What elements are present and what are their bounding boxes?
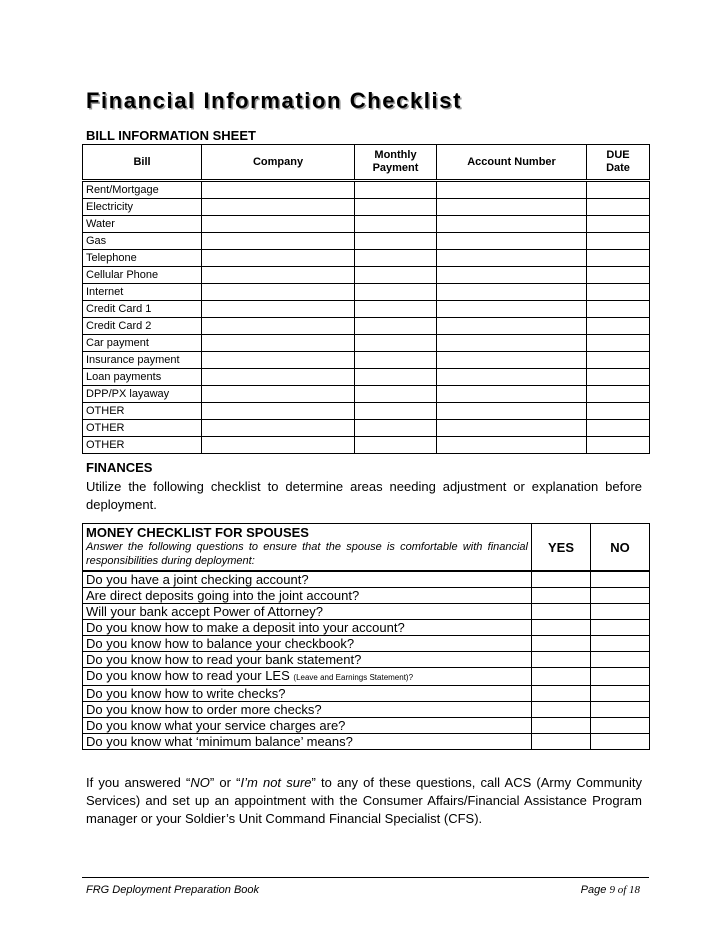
bill-name-cell: Credit Card 2 <box>83 318 202 335</box>
yes-answer-cell[interactable] <box>532 604 591 620</box>
footer-page-number: Page 9 of 18 <box>580 884 640 896</box>
bill-information-table <box>82 144 650 454</box>
account-number-cell[interactable] <box>437 437 587 454</box>
account-number-cell[interactable] <box>437 335 587 352</box>
due-date-cell[interactable] <box>587 199 650 216</box>
yes-answer-cell[interactable] <box>532 588 591 604</box>
due-date-cell[interactable] <box>587 301 650 318</box>
no-answer-cell[interactable] <box>591 734 650 750</box>
bill-name-cell: Cellular Phone <box>83 267 202 284</box>
checklist-question: Do you know how to read your bank statement? <box>83 652 532 668</box>
monthly-payment-cell[interactable] <box>355 403 437 420</box>
account-number-cell[interactable] <box>437 369 587 386</box>
company-cell[interactable] <box>202 386 355 403</box>
checklist-question-row <box>83 686 650 702</box>
bill-name-cell: Insurance payment <box>83 352 202 369</box>
checklist-question-row <box>83 718 650 734</box>
checklist-question: Do you know how to order more checks? <box>83 702 532 718</box>
monthly-payment-cell[interactable] <box>355 267 437 284</box>
monthly-payment-cell[interactable] <box>355 318 437 335</box>
due-date-cell[interactable] <box>587 267 650 284</box>
due-date-cell[interactable] <box>587 181 650 199</box>
account-number-cell[interactable] <box>437 216 587 233</box>
page-title: Financial Information Checklist <box>86 88 462 113</box>
due-date-cell[interactable] <box>587 403 650 420</box>
yes-answer-cell[interactable] <box>532 702 591 718</box>
no-answer-cell[interactable] <box>591 571 650 588</box>
bill-name-cell: OTHER <box>83 403 202 420</box>
monthly-payment-cell[interactable] <box>355 369 437 386</box>
monthly-payment-cell[interactable] <box>355 335 437 352</box>
checklist-question-row <box>83 652 650 668</box>
no-answer-cell[interactable] <box>591 588 650 604</box>
no-answer-cell[interactable] <box>591 604 650 620</box>
checklist-question-row <box>83 636 650 652</box>
account-number-cell[interactable] <box>437 181 587 199</box>
monthly-payment-cell[interactable] <box>355 420 437 437</box>
bill-row <box>83 233 650 250</box>
account-number-cell[interactable] <box>437 301 587 318</box>
due-date-cell[interactable] <box>587 250 650 267</box>
monthly-payment-cell[interactable] <box>355 199 437 216</box>
bill-row <box>83 250 650 267</box>
account-number-cell[interactable] <box>437 199 587 216</box>
account-number-cell[interactable] <box>437 352 587 369</box>
company-cell[interactable] <box>202 284 355 301</box>
bill-name-cell: Rent/Mortgage <box>83 181 202 199</box>
monthly-payment-cell[interactable] <box>355 181 437 199</box>
bill-name-cell: Car payment <box>83 335 202 352</box>
no-answer-cell[interactable] <box>591 636 650 652</box>
bill-sheet-heading: BILL INFORMATION SHEET <box>86 128 256 143</box>
checklist-question-row <box>83 571 650 588</box>
bill-name-cell: Internet <box>83 284 202 301</box>
no-answer-cell[interactable] <box>591 668 650 686</box>
bill-row <box>83 181 650 199</box>
col-header-account-number: Account Number <box>437 145 587 181</box>
bill-row <box>83 284 650 301</box>
bill-name-cell: OTHER <box>83 420 202 437</box>
company-cell[interactable] <box>202 369 355 386</box>
money-checklist-header <box>83 524 650 572</box>
company-cell[interactable] <box>202 301 355 318</box>
col-header-company: Company <box>202 145 355 181</box>
money-checklist-subtitle: Answer the following questions to ensure that the spouse is comfortable with financial responsibilities during deployment: <box>86 541 528 567</box>
yes-answer-cell[interactable] <box>532 718 591 734</box>
bill-row <box>83 216 650 233</box>
account-number-cell[interactable] <box>437 284 587 301</box>
col-header-bill: Bill <box>83 145 202 181</box>
footer-divider <box>82 877 649 878</box>
col-header-monthly-payment: Monthly Payment <box>355 145 437 181</box>
bill-name-cell: Gas <box>83 233 202 250</box>
due-date-cell[interactable] <box>587 420 650 437</box>
monthly-payment-cell[interactable] <box>355 352 437 369</box>
account-number-cell[interactable] <box>437 403 587 420</box>
account-number-cell[interactable] <box>437 233 587 250</box>
yes-answer-cell[interactable] <box>532 620 591 636</box>
bill-name-cell: DPP/PX layaway <box>83 386 202 403</box>
no-answer-cell[interactable] <box>591 652 650 668</box>
due-date-cell[interactable] <box>587 352 650 369</box>
bill-row <box>83 301 650 318</box>
account-number-cell[interactable] <box>437 250 587 267</box>
no-answer-cell[interactable] <box>591 686 650 702</box>
account-number-cell[interactable] <box>437 267 587 284</box>
money-checklist-title-cell <box>83 524 532 572</box>
no-answer-cell[interactable] <box>591 718 650 734</box>
money-checklist-title: MONEY CHECKLIST FOR SPOUSES <box>86 525 309 540</box>
account-number-cell[interactable] <box>437 420 587 437</box>
money-checklist-table <box>82 523 650 750</box>
bill-name-cell: Loan payments <box>83 369 202 386</box>
no-column-header: NO <box>591 524 650 572</box>
bill-table-header <box>83 145 650 181</box>
checklist-question: Do you know how to balance your checkbook? <box>83 636 532 652</box>
company-cell[interactable] <box>202 199 355 216</box>
bill-name-cell: Telephone <box>83 250 202 267</box>
checklist-question: Do you know how to make a deposit into your account? <box>83 620 532 636</box>
due-date-cell[interactable] <box>587 369 650 386</box>
company-cell[interactable] <box>202 437 355 454</box>
bill-row <box>83 199 650 216</box>
monthly-payment-cell[interactable] <box>355 301 437 318</box>
checklist-question: Are direct deposits going into the joint account? <box>83 588 532 604</box>
monthly-payment-cell[interactable] <box>355 250 437 267</box>
account-number-cell[interactable] <box>437 318 587 335</box>
col-header-due-date: DUE Date <box>587 145 650 181</box>
checklist-question-row <box>83 604 650 620</box>
yes-answer-cell[interactable] <box>532 571 591 588</box>
checklist-question-row <box>83 620 650 636</box>
account-number-cell[interactable] <box>437 386 587 403</box>
bill-row <box>83 267 650 284</box>
company-cell[interactable] <box>202 233 355 250</box>
no-answer-cell[interactable] <box>591 620 650 636</box>
yes-answer-cell[interactable] <box>532 668 591 686</box>
monthly-payment-cell[interactable] <box>355 233 437 250</box>
bill-row <box>83 437 650 454</box>
due-date-cell[interactable] <box>587 386 650 403</box>
checklist-question: Do you know what your service charges are? <box>83 718 532 734</box>
finances-heading: FINANCES <box>86 460 153 475</box>
company-cell[interactable] <box>202 420 355 437</box>
due-date-cell[interactable] <box>587 284 650 301</box>
checklist-question-row <box>83 702 650 718</box>
company-cell[interactable] <box>202 216 355 233</box>
company-cell[interactable] <box>202 181 355 199</box>
checklist-question: Do you know what ‘minimum balance’ means? <box>83 734 532 750</box>
monthly-payment-cell[interactable] <box>355 437 437 454</box>
yes-answer-cell[interactable] <box>532 636 591 652</box>
checklist-question: Do you know how to write checks? <box>83 686 532 702</box>
closing-paragraph: If you answered “NO” or “I’m not sure” to any of these questions, call ACS (Army Community Services) and set up an appointment with the Consumer Affairs/Financial Assistance Program manager or your Soldier’s Unit Command Financial Specialist (CFS). <box>86 775 642 826</box>
monthly-payment-cell[interactable] <box>355 284 437 301</box>
monthly-payment-cell[interactable] <box>355 386 437 403</box>
due-date-cell[interactable] <box>587 318 650 335</box>
finances-intro: Utilize the following checklist to determine areas needing adjustment or explanation before deployment. <box>86 479 642 512</box>
yes-answer-cell[interactable] <box>532 686 591 702</box>
yes-answer-cell[interactable] <box>532 652 591 668</box>
bill-row <box>83 318 650 335</box>
checklist-question: Do you know how to read your LES (Leave and Earnings Statement)? <box>83 668 532 686</box>
bill-row <box>83 386 650 403</box>
bill-name-cell: Credit Card 1 <box>83 301 202 318</box>
bill-row <box>83 352 650 369</box>
due-date-cell[interactable] <box>587 216 650 233</box>
checklist-question-row <box>83 588 650 604</box>
bill-row <box>83 335 650 352</box>
bill-name-cell: Water <box>83 216 202 233</box>
company-cell[interactable] <box>202 352 355 369</box>
checklist-question: Will your bank accept Power of Attorney? <box>83 604 532 620</box>
bill-name-cell: Electricity <box>83 199 202 216</box>
footer-book-title: FRG Deployment Preparation Book <box>86 884 260 896</box>
company-cell[interactable] <box>202 267 355 284</box>
due-date-cell[interactable] <box>587 233 650 250</box>
no-answer-cell[interactable] <box>591 702 650 718</box>
due-date-cell[interactable] <box>587 437 650 454</box>
due-date-cell[interactable] <box>587 335 650 352</box>
bill-name-cell: OTHER <box>83 437 202 454</box>
monthly-payment-cell[interactable] <box>355 216 437 233</box>
checklist-question-row <box>83 734 650 750</box>
checklist-question-row <box>83 668 650 686</box>
company-cell[interactable] <box>202 250 355 267</box>
bill-row <box>83 369 650 386</box>
company-cell[interactable] <box>202 318 355 335</box>
bill-row <box>83 403 650 420</box>
les-note: (Leave and Earnings Statement)? <box>293 673 414 682</box>
company-cell[interactable] <box>202 335 355 352</box>
bill-row <box>83 420 650 437</box>
checklist-question: Do you have a joint checking account? <box>83 571 532 588</box>
yes-column-header: YES <box>532 524 591 572</box>
company-cell[interactable] <box>202 403 355 420</box>
yes-answer-cell[interactable] <box>532 734 591 750</box>
